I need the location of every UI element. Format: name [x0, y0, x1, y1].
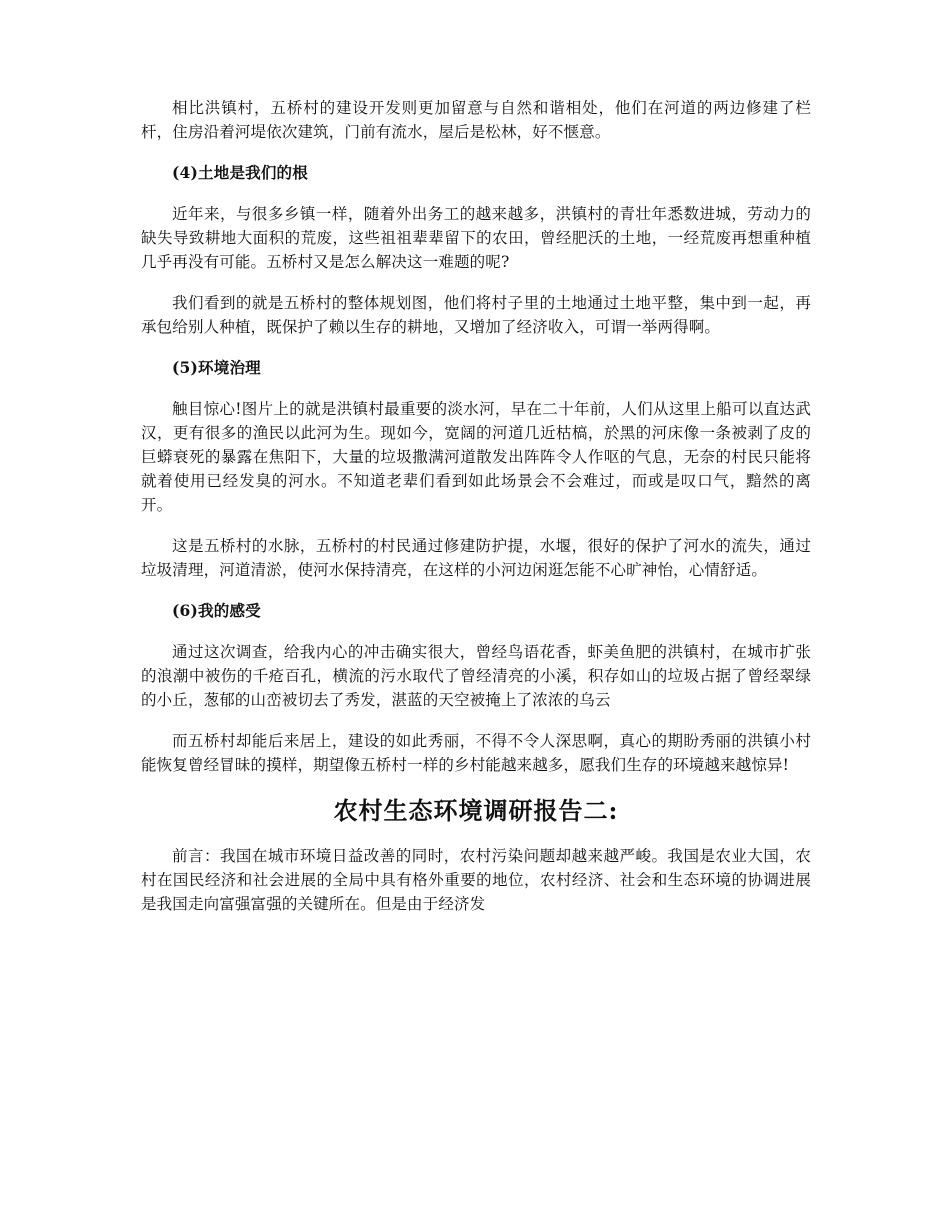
paragraph: 我们看到的就是五桥村的整体规划图，他们将村子里的土地通过土地平整，集中到一起，再承包给别人种植，既保护了赖以生存的耕地，又增加了经济收入，可谓一举两得啊。 — [141, 294, 811, 336]
paragraph: 触目惊心!图片上的就是洪镇村最重要的淡水河，早在二十年前，人们从这里上船可以直达武汉，更有很多的渔民以此河为生。现如今，宽阔的河道几近枯槁，於黑的河床像一条被剥了皮的巨蟒衰死的暴露在焦阳下，大量的垃圾撒满河道散发出阵阵令人作呕的气息，无奈的村民只能将就着使用已经发臭的河水。不知道老辈们看到如此场景会不会难过，而或是叹口气，黯然的离开。 — [141, 400, 811, 514]
paragraph: 通过这次调查，给我内心的冲击确实很大，曾经鸟语花香，虾美鱼肥的洪镇村，在城市扩张的浪潮中被伤的千疮百孔，横流的污水取代了曾经清亮的小溪，积存如山的垃圾占据了曾经翠绿的小丘，葱郁的山峦被切去了秀发，湛蓝的天空被掩上了浓浓的乌云 — [141, 643, 811, 709]
section-heading-4: (4)土地是我们的根 — [172, 163, 308, 182]
section-heading-5: (5)环境治理 — [172, 358, 261, 377]
paragraph: 而五桥村却能后来居上，建设的如此秀丽，不得不令人深思啊，真心的期盼秀丽的洪镇小村能恢复曾经冒昧的摸样，期望像五桥村一样的乡村能越来越多，愿我们生存的环境越来越惊异! — [141, 732, 811, 774]
document-page — [141, 96, 811, 933]
report-title: 农村生态环境调研报告二: — [333, 796, 619, 825]
paragraph: 这是五桥村的水脉，五桥村的村民通过修建防护提，水堰，很好的保护了河水的流失，通过垃圾清理，河道清淤，使河水保持清亮，在这样的小河边闲逛怎能不心旷神怡，心情舒适。 — [141, 537, 811, 579]
paragraph: 近年来，与很多乡镇一样，随着外出务工的越来越多，洪镇村的青壮年悉数进城，劳动力的缺失导致耕地大面积的荒废，这些祖祖辈辈留下的农田，曾经肥沃的土地，一经荒废再想重种植几乎再没有可能。五桥村又是怎么解决这一难题的呢? — [141, 205, 811, 271]
paragraph: 相比洪镇村，五桥村的建设开发则更加留意与自然和谐相处，他们在河道的两边修建了栏杆，住房沿着河堤依次建筑，门前有流水，屋后是松林，好不惬意。 — [141, 99, 811, 141]
section-heading-6: (6)我的感受 — [172, 601, 261, 620]
report-intro-paragraph: 前言：我国在城市环境日益改善的同时，农村污染问题却越来越严峻。我国是农业大国，农村在国民经济和社会进展的全局中具有格外重要的地位，农村经济、社会和生态环境的协调进展是我国走向富强富强的关键所在。但是由于经济发 — [141, 847, 811, 913]
